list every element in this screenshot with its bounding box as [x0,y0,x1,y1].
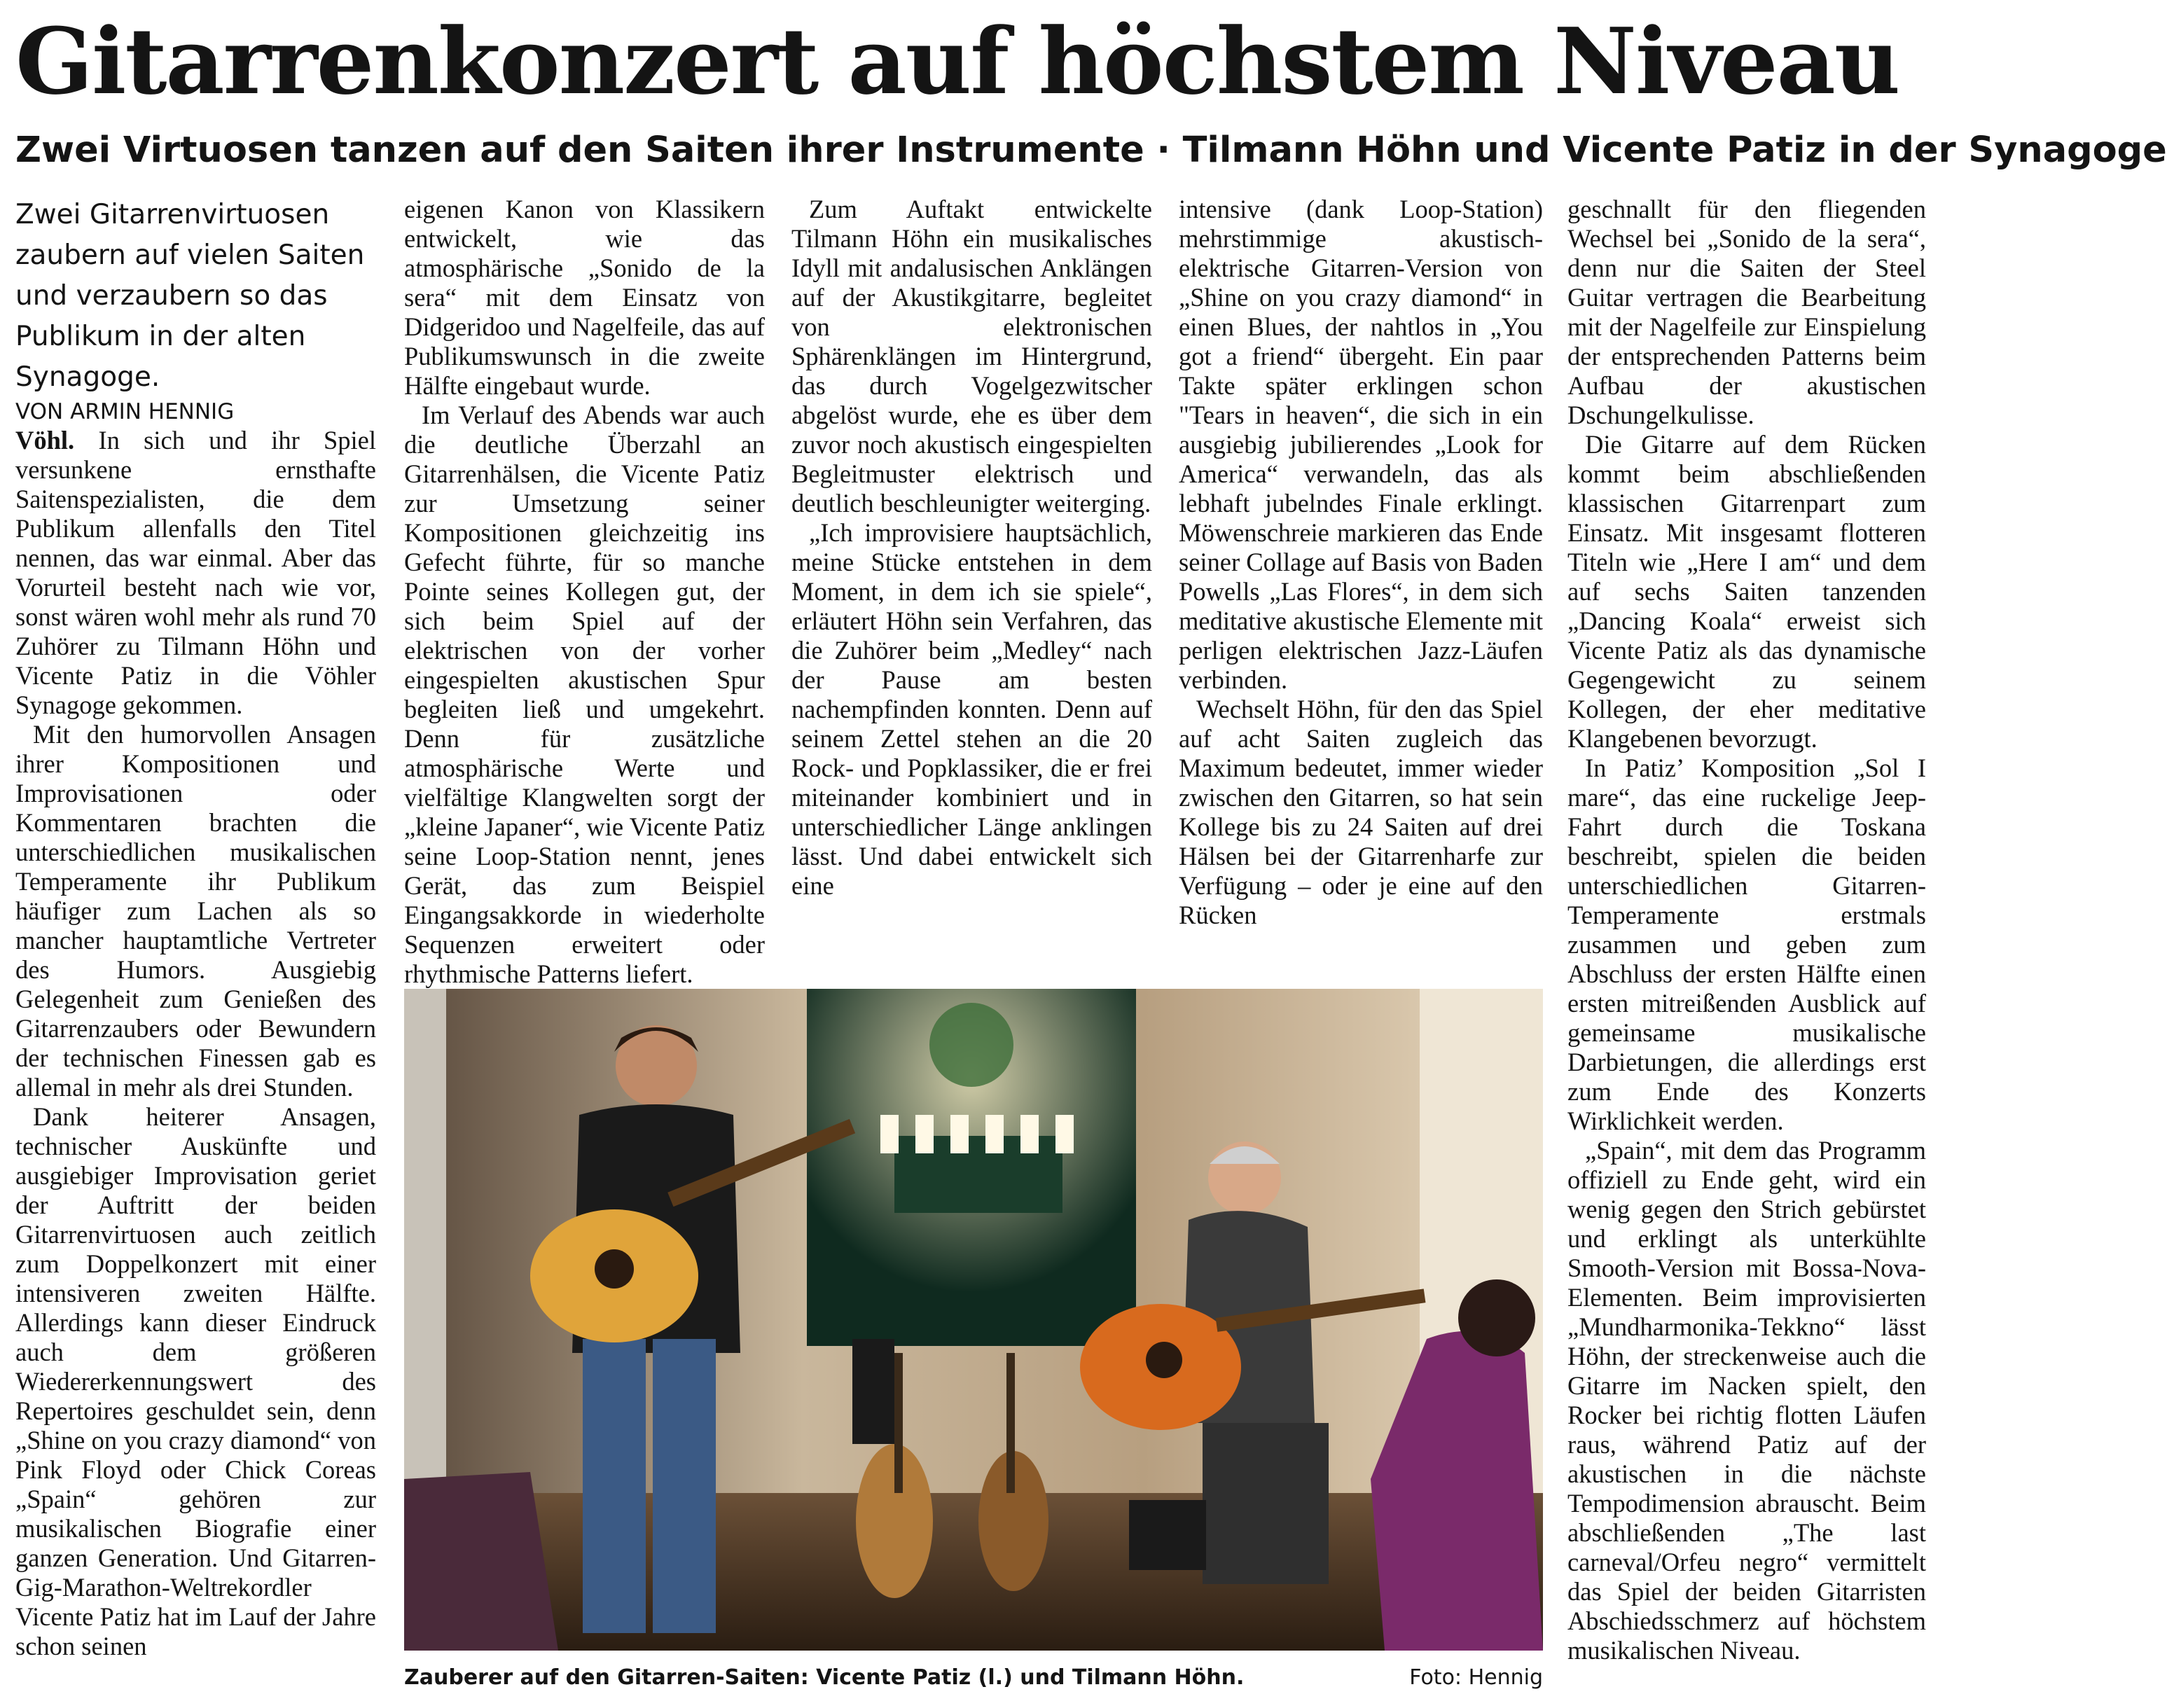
body-text: In sich und ihr Spiel versunkene ernsthafte Saitenspezialisten, die dem Publikum allenfalls den Titel nennen, das war einmal. Aber das Vorurteil besteht nach wie vor, sonst wären wohl mehr als rund 70 Zuhörer zu Tilmann Höhn und Vicente Patiz in die Vöhler Synagoge gekommen. [15,426,377,719]
subheadline: Zwei Virtuosen tanzen auf den Saiten ihrer Instrumente · Tilmann Höhn und Vicente Patiz in der Synagoge [15,130,2167,171]
photo-caption: Zauberer auf den Gitarren-Saiten: Vicente Patiz (l.) und Tilmann Höhn. [404,1665,1245,1690]
body-paragraph: „Ich improvisiere hauptsächlich, meine Stücke entstehen in dem Moment, in dem ich sie spiele“, erläutert Höhn sein Verfahren, das die Zuhörer beim „Medley“ nach der Pause am besten nachempfinden konnten. Denn auf seinem Zettel stehen an die 20 Rock- und Popklassiker, die er frei miteinander kombiniert und in unterschiedlicher Länge anklingen lässt. Und dabei entwickelt sich eine [791,518,1152,900]
column-3 [791,195,1152,901]
body-paragraph: „Spain“, mit dem das Programm offiziell zu Ende geht, wird ein wenig gegen den Strich gebürstet und erklingt als unterkühlte Smooth-Version mit Bossa-Nova-Elementen. Beim improvisierten „Mundharmonika-Tekkno“ lässt Höhn, der streckenweise auch die Gitarre im Nacken spielt, den Rocker bei richtig flotten Läufen raus, während Patiz auf der akustischen in die nächste Tempodimension abrauscht. Beim abschließenden „The last carneval/Orfeu negro“ vermittelt das Spiel der beiden Gitarristen Abschiedsschmerz auf höchstem musikalischen Niveau. [1567,1136,1926,1665]
body-paragraph: Dank heiterer Ansagen, technischer Auskünfte und ausgiebiger Improvisation geriet der Auftritt der beiden Gitarrenvirtuosen auch zeitlich zum Doppelkonzert mit einer intensiveren zweiten Hälfte. Allerdings kann dieser Eindruck auch dem größeren Wiedererkennungswert des Repertoires geschuldet sein, denn „Shine on you crazy diamond“ von Pink Floyd oder Chick Coreas „Spain“ gehören zur musikalischen Biografie einer ganzen Generation. Und Gitarren-Gig-Marathon-Weltrekordler Vicente Patiz hat im Lauf der Jahre schon seinen [15,1102,376,1660]
body-paragraph: Die Gitarre auf dem Rücken kommt beim abschließenden klassischen Gitarrenpart zum Einsatz. Mit insgesamt flotteren Titeln wie „Here I am“ und dem auf sechs Saiten tanzenden „Dancing Koala“ erweist sich Vicente Patiz als das dynamische Gegengewicht zu seinem Kollegen, der eher meditative Klangebenen bevorzugt. [1567,430,1926,753]
lead-paragraph: Zwei Gitarrenvirtuosen zaubern auf vielen Saiten und verzaubern so das Publikum in der alten Synagoge. [15,199,365,393]
body-paragraph: Zum Auftakt entwickelte Tilmann Höhn ein musikalisches Idyll mit andalusischen Anklängen auf der Akustikgitarre, begleitet von elektronischen Sphärenklängen im Hintergrund, das durch Vogelgezwitscher abgelöst wurde, ehe es über dem zuvor noch akustisch eingespielten Begleitmuster elektrisch und deutlich beschleunigter weiterging. [791,195,1152,518]
body-paragraph [15,426,376,720]
column-2 [404,195,765,989]
body-paragraph: eigenen Kanon von Klassikern entwickelt, wie das atmosphärische „Sonido de la sera“ mit dem Einsatz von Didgeridoo und Nagelfeile, das auf Publikumswunsch in die zweite Hälfte eingebaut wurde. [404,195,765,400]
body-paragraph: Mit den humorvollen Ansagen ihrer Kompositionen und Improvisationen oder Kommentaren brachten die unterschiedlichen musikalischen Temperamente ihr Publikum häufiger zum Lachen als so mancher hauptamtliche Vertreter des Humors. Ausgiebig Gelegenheit zum Genießen des Gitarrenzaubers oder Bewundern der technischen Finessen gab es allemal in mehr als drei Stunden. [15,720,376,1102]
concert-photo [404,989,1543,1651]
column-5 [1567,195,1926,1665]
body-paragraph: geschnallt für den fliegenden Wechsel bei „Sonido de la sera“, denn nur die Saiten der Steel Guitar vertragen die Bearbeitung mit der Nagelfeile zur Einspielung der entsprechenden Patterns beim Aufbau der akustischen Dschungelkulisse. [1567,195,1926,429]
photo-credit: Foto: Hennig [1409,1665,1543,1690]
body-paragraph: Wechselt Höhn, für den das Spiel auf acht Saiten zugleich das Maximum bedeutet, immer wieder zwischen den Gitarren, so hat sein Kollege bis zu 24 Saiten auf drei Hälsen bei der Gitarrenharfe zur Verfügung – oder je eine auf den Rücken [1179,695,1543,929]
headline: Gitarrenkonzert auf höchstem Niveau [15,8,1899,115]
concert-photo-illustration [404,989,1543,1651]
body-paragraph: Im Verlauf des Abends war auch die deutliche Überzahl an Gitarrenhälsen, die Vicente Patiz zur Umsetzung seiner Kompositionen gleichzeitig ins Gefecht führte, für so manche Pointe seines Kollegen gut, der sich beim Spiel auf der elektrischen von der vorher eingespielten akustischen Spur begleiten ließ und umgekehrt. Denn für zusätzliche atmosphärische Werte und vielfältige Klangwelten sorgt der „kleine Japaner“, wie Vicente Patiz seine Loop-Station nennt, jenes Gerät, das zum Beispiel Eingangsakkorde in wiederholte Sequenzen erweitert oder rhythmische Patterns liefert. [404,401,765,988]
column-1 [15,195,376,1661]
body-paragraph: In Patiz’ Komposition „Sol I mare“, das eine ruckelige Jeep-Fahrt durch die Toskana beschreibt, spielen die beiden unterschiedlichen Gitarren-Temperamente erstmals zusammen und geben zum Abschluss der ersten Hälfte einen ersten mitreißenden Ausblick auf gemeinsame musikalische Darbietungen, die allerdings erst zum Ende des Konzerts Wirklichkeit werden. [1567,754,1926,1135]
photo-caption-row [404,1662,1543,1693]
byline: VON ARMIN HENNIG [15,399,235,424]
dateline: Vöhl. [15,426,75,454]
body-paragraph: intensive (dank Loop-Station) mehrstimmige akustisch-elektrische Gitarren-Version von „Shine on you crazy diamond“ in einen Blues, der nahtlos in „You got a friend“ übergeht. Ein paar Takte später erklingen schon "Tears in heaven“, die sich in ein ausgiebig jubilierendes „Look for America“ verwandeln, das als lebhaft jubelndes Finale erklingt. Möwenschreie markieren das Ende seiner Collage auf Basis von Baden Powells „Las Flores“, in dem sich meditative akustische Elemente mit perligen elektrischen Jazz-Läufen verbinden. [1179,195,1544,694]
column-4 [1179,195,1543,930]
